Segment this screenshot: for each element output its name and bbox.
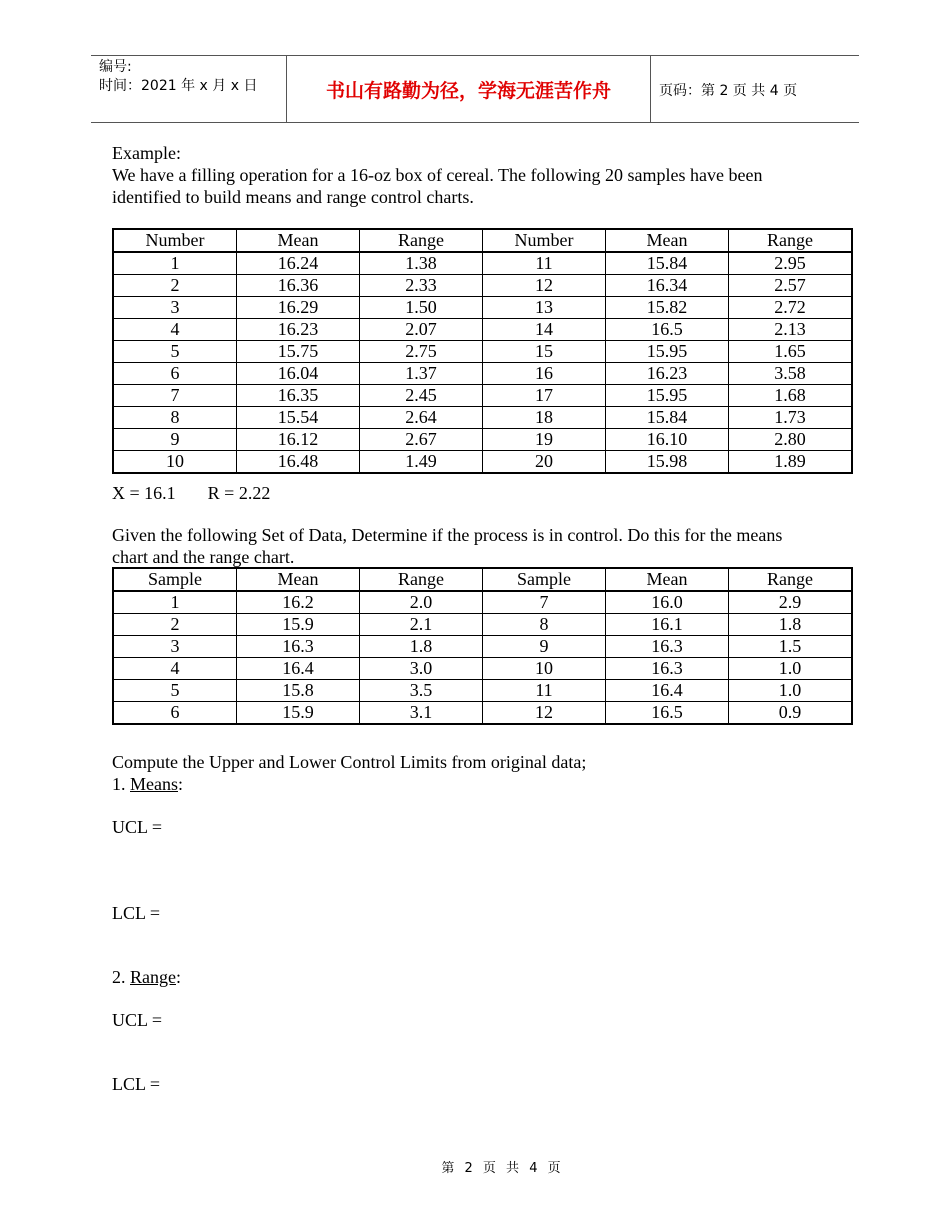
table-cell: 16.4 <box>606 680 729 702</box>
table-header-row <box>113 568 852 591</box>
table-cell: 1.38 <box>360 252 483 275</box>
table-cell: 3.58 <box>729 363 853 385</box>
column-header: Sample <box>483 568 606 591</box>
example-heading: Example: <box>112 143 181 163</box>
table-cell: 2.07 <box>360 319 483 341</box>
column-header: Number <box>113 229 237 252</box>
table-cell: 16.0 <box>606 591 729 614</box>
column-header: Range <box>360 229 483 252</box>
means-lcl: LCL = <box>112 903 160 923</box>
means-number: 1. <box>112 774 130 794</box>
table-cell: 1.49 <box>360 451 483 474</box>
table-cell: 5 <box>113 341 237 363</box>
table-cell: 10 <box>113 451 237 474</box>
table-cell: 15 <box>483 341 606 363</box>
table-cell: 2.0 <box>360 591 483 614</box>
table-cell: 1.37 <box>360 363 483 385</box>
table-cell: 15.95 <box>606 385 729 407</box>
table-cell: 16.35 <box>237 385 360 407</box>
table-cell: 2.1 <box>360 614 483 636</box>
table-cell: 16.23 <box>606 363 729 385</box>
table-cell: 1.68 <box>729 385 853 407</box>
table-cell: 16.4 <box>237 658 360 680</box>
table-row <box>113 636 852 658</box>
page-footer: 第 2 页 共 4 页 <box>441 1161 564 1176</box>
column-header: Mean <box>237 229 360 252</box>
table-cell: 20 <box>483 451 606 474</box>
table-cell: 16.1 <box>606 614 729 636</box>
column-header: Number <box>483 229 606 252</box>
table-cell: 17 <box>483 385 606 407</box>
table-row <box>113 680 852 702</box>
table-cell: 3.1 <box>360 702 483 725</box>
date-label: 时间：2021 年 x 月 x 日 <box>99 78 258 94</box>
x-bar-value: X = 16.1 <box>112 483 176 503</box>
table-cell: 7 <box>483 591 606 614</box>
table-cell: 15.84 <box>606 252 729 275</box>
table-cell: 1.89 <box>729 451 853 474</box>
table-cell: 16 <box>483 363 606 385</box>
table-cell: 7 <box>113 385 237 407</box>
range-number: 2. <box>112 967 130 987</box>
table-cell: 15.95 <box>606 341 729 363</box>
table-cell: 2.13 <box>729 319 853 341</box>
header-page-info: 页码：第 2 页 共 4 页 <box>659 83 798 99</box>
table-row <box>113 702 852 725</box>
table-cell: 16.5 <box>606 702 729 725</box>
table-row <box>113 297 852 319</box>
table-cell: 1.5 <box>729 636 853 658</box>
table-cell: 2.80 <box>729 429 853 451</box>
intro-line-2: identified to build means and range control charts. <box>112 187 474 207</box>
table-cell: 2.64 <box>360 407 483 429</box>
table-cell: 15.8 <box>237 680 360 702</box>
table-cell: 16.5 <box>606 319 729 341</box>
original-data-table <box>112 228 853 474</box>
table-cell: 2.57 <box>729 275 853 297</box>
table-cell: 4 <box>113 319 237 341</box>
table-cell: 16.29 <box>237 297 360 319</box>
table-cell: 3.5 <box>360 680 483 702</box>
question-line-1: Given the following Set of Data, Determine if the process is in control. Do this for the means <box>112 525 783 545</box>
table-cell: 12 <box>483 275 606 297</box>
table-row <box>113 614 852 636</box>
table-cell: 6 <box>113 363 237 385</box>
table-cell: 1.0 <box>729 658 853 680</box>
table-cell: 1.8 <box>360 636 483 658</box>
table-cell: 10 <box>483 658 606 680</box>
table-cell: 2.75 <box>360 341 483 363</box>
column-header: Range <box>360 568 483 591</box>
table-cell: 16.3 <box>606 636 729 658</box>
range-colon: : <box>175 967 181 987</box>
table-cell: 16.3 <box>237 636 360 658</box>
table-row <box>113 363 852 385</box>
table-cell: 16.34 <box>606 275 729 297</box>
page-header <box>91 55 859 123</box>
table-cell: 16.12 <box>237 429 360 451</box>
table-cell: 16.10 <box>606 429 729 451</box>
table-cell: 2.45 <box>360 385 483 407</box>
table-row <box>113 385 852 407</box>
table-cell: 2 <box>113 614 237 636</box>
table-cell: 16.36 <box>237 275 360 297</box>
table-cell: 16.04 <box>237 363 360 385</box>
table-cell: 16.3 <box>606 658 729 680</box>
table-cell: 15.84 <box>606 407 729 429</box>
table-cell: 2.33 <box>360 275 483 297</box>
table-row <box>113 319 852 341</box>
table-cell: 2 <box>113 275 237 297</box>
table-cell: 15.9 <box>237 702 360 725</box>
table-cell: 13 <box>483 297 606 319</box>
table-cell: 1.73 <box>729 407 853 429</box>
table-cell: 15.98 <box>606 451 729 474</box>
range-ucl: UCL = <box>112 1010 162 1030</box>
means-ucl: UCL = <box>112 817 162 837</box>
means-label: Means <box>130 774 178 794</box>
table-cell: 2.95 <box>729 252 853 275</box>
table-cell: 15.75 <box>237 341 360 363</box>
table-cell: 12 <box>483 702 606 725</box>
table-cell: 15.9 <box>237 614 360 636</box>
table-row <box>113 407 852 429</box>
column-header: Range <box>729 229 853 252</box>
table-cell: 3 <box>113 297 237 319</box>
new-data-table <box>112 567 853 725</box>
intro-line-1: We have a filling operation for a 16-oz box of cereal. The following 20 samples have been <box>112 165 763 185</box>
table-row <box>113 658 852 680</box>
table-cell: 8 <box>483 614 606 636</box>
column-header: Mean <box>237 568 360 591</box>
table-row <box>113 341 852 363</box>
table-row <box>113 451 852 474</box>
table-header-row <box>113 229 852 252</box>
table-cell: 2.67 <box>360 429 483 451</box>
range-label: Range <box>130 967 176 987</box>
table-cell: 16.24 <box>237 252 360 275</box>
table-cell: 14 <box>483 319 606 341</box>
table-cell: 15.54 <box>237 407 360 429</box>
header-motto: 书山有路勤为径，学海无涯苦作舟 <box>286 56 651 122</box>
table-cell: 11 <box>483 680 606 702</box>
table-cell: 16.48 <box>237 451 360 474</box>
column-header: Range <box>729 568 853 591</box>
table-cell: 19 <box>483 429 606 451</box>
means-colon: : <box>178 774 184 794</box>
table-row <box>113 591 852 614</box>
table-cell: 5 <box>113 680 237 702</box>
table-cell: 6 <box>113 702 237 725</box>
table-cell: 1.65 <box>729 341 853 363</box>
column-header: Mean <box>606 229 729 252</box>
question-line-2: chart and the range chart. <box>112 547 295 567</box>
table-cell: 4 <box>113 658 237 680</box>
table-cell: 18 <box>483 407 606 429</box>
table-cell: 2.72 <box>729 297 853 319</box>
table-row <box>113 252 852 275</box>
table-cell: 15.82 <box>606 297 729 319</box>
table-cell: 3 <box>113 636 237 658</box>
means-heading <box>112 773 183 795</box>
table-cell: 1.0 <box>729 680 853 702</box>
table-row <box>113 429 852 451</box>
table-cell: 16.23 <box>237 319 360 341</box>
table-cell: 0.9 <box>729 702 853 725</box>
table-cell: 1.8 <box>729 614 853 636</box>
table-cell: 1 <box>113 252 237 275</box>
table-cell: 8 <box>113 407 237 429</box>
table-cell: 11 <box>483 252 606 275</box>
table-cell: 16.2 <box>237 591 360 614</box>
summary-line <box>112 482 270 504</box>
r-bar-value: R = 2.22 <box>207 483 271 503</box>
table-cell: 3.0 <box>360 658 483 680</box>
table-cell: 9 <box>483 636 606 658</box>
column-header: Mean <box>606 568 729 591</box>
table-row <box>113 275 852 297</box>
table-cell: 2.9 <box>729 591 853 614</box>
column-header: Sample <box>113 568 237 591</box>
table-cell: 1 <box>113 591 237 614</box>
header-meta <box>99 58 257 96</box>
number-label: 编号: <box>99 59 132 75</box>
table-cell: 9 <box>113 429 237 451</box>
table-cell: 1.50 <box>360 297 483 319</box>
compute-instruction: Compute the Upper and Lower Control Limits from original data; <box>112 752 587 772</box>
range-heading <box>112 966 181 988</box>
range-lcl: LCL = <box>112 1074 160 1094</box>
